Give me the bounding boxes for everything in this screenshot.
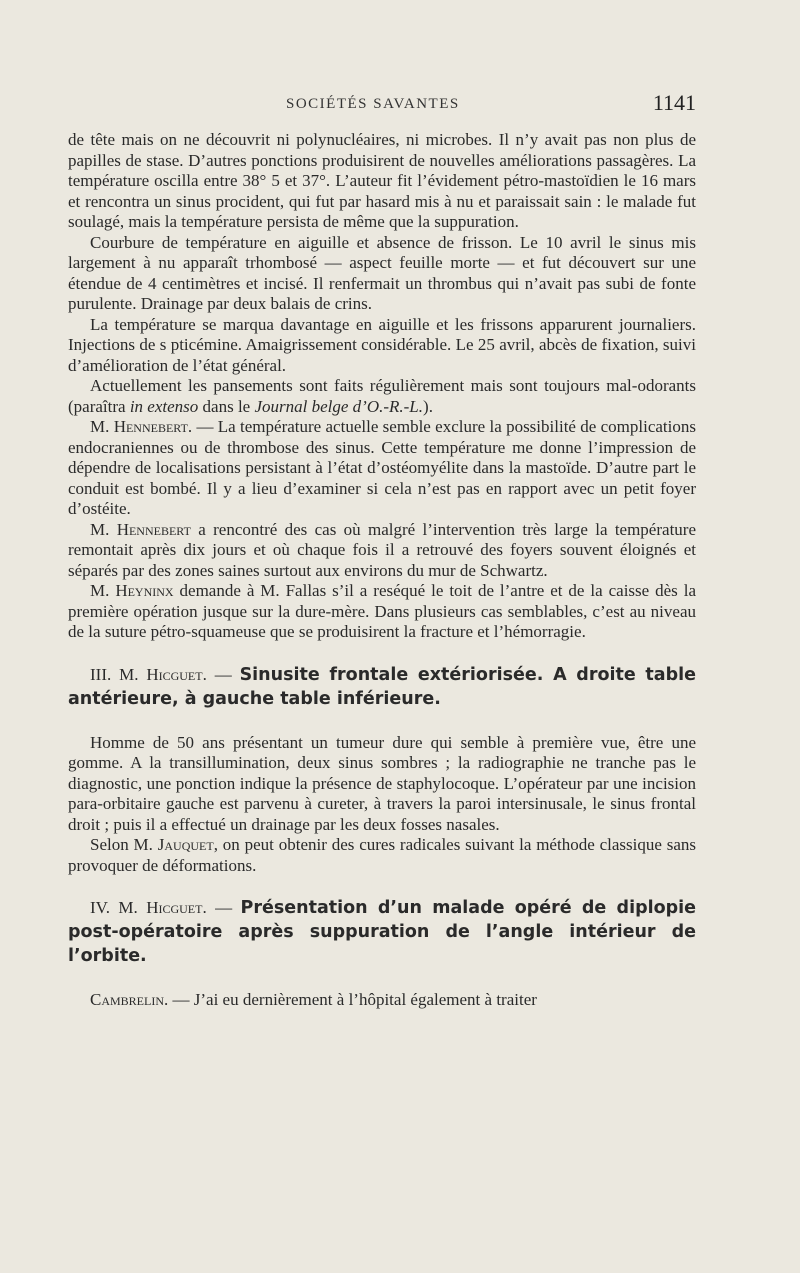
paragraph-pansements: Actuellement les pansements sont faits régulièrement mais sont toujours mal-odorants (paraîtra in extenso dans le Journal belge d’O.-R.-L.). [68,376,696,416]
paragraph-jauquet: Selon M. Jauquet, on peut obtenir des cures radicales suivant la méthode classique sans provoquer de déformations. [68,835,697,875]
paragraph-cambrelin: Cambrelin. — J’ai eu dernièrement à l’hôpital également à traiter [90,990,537,1009]
section-title: Présentation d’un malade opéré de diplopie post-opératoire après suppuration de l’angle intérieur de l’orbite. [68,898,697,966]
paragraph-heyninx: M. Heyninx demande à M. Fallas s’il a reséqué le toit de l’antre et de la caisse dès la première opération jusque sur la dure-mère. Dans plusieurs cas semblables, c’est au niveau de la suture pétro-squameuse que se produisirent la fracture et l’hémorragie. [68,581,696,641]
paragraph-temperature-curve: Courbure de température en aiguille et absence de frisson. Le 10 avril le sinus mis largement à nu apparaît trhombosé — aspect feuille morte — et fut découvert sur une étendue de 4 centimètres et incisé. Il renfermait un thrombus qui n’avait pas subi de fonte purulente. Drainage par deux balais de crins. [68,232,696,313]
speaker-name: Hennebert [116,519,191,539]
paragraph-hennebert-comment: M. Hennebert. — La température actuelle semble exclure la possibilité de complications endocraniennes ou de thrombose des sinus. Cette température me donne l’impression de dépendre de localisations persistant à l’état d’ostéomyélite dans la mastoïde. D’autre part le conduit est bombé. Il y a lieu d’examiner si cela n’est pas en rapport avec un petit foyer d’ostéite. [68,417,696,518]
page-number: 1141 [652,90,696,115]
italic-in-extenso: in extenso [129,396,199,416]
section-heading-iv: IV. M. Hicguet. — Présentation d’un malade opéré de diplopie post-opératoire après suppuration de l’angle intérieur de l’orbite. [68,898,697,966]
speaker-name: Heyninx [115,581,174,600]
paragraph-frissons: La température se marqua davantage en aiguille et les frissons apparurent journaliers. Injections de s pticémine. Amaigrissement considérable. Le 25 avril, abcès de fixation, suivi d’amélioration de l’état général. [68,314,696,375]
spacer [68,968,696,990]
speaker-name: Hennebert [113,417,188,436]
running-head: SOCIÉTÉS SAVANTES [286,96,460,112]
paragraph-homme-50-ans: Homme de 50 ans présentant un tumeur dure qui semble à première vue, être une gomme. A la transillumination, deux sinus sombres ; la radiographie ne tranche pas le diagnostic, une ponction indique la présence de staphylocoque. L’opérateur par une incision para-orbitaire gauche est parvenu à cureter, à travers la paroi intersinusale, le sinus frontal droit ; puis il a effectué un drainage par les deux fosses nasales. [68,732,696,834]
section-author: Hicguet [146,664,203,684]
paragraph-case-history: de tête mais on ne découvrit ni polynucléaires, ni microbes. Il n’y avait pas non plus de papilles de stase. D’autres ponctions produisirent de nouvelles améliorations passagères. La température oscilla entre 38° 5 et 37°. L’auteur fit l’évidement pétro-mastoïdien le 16 mars et rencontra un sinus procident, qui fut par hasard mis à nu et paraissait sain : le malade fut soulagé, mais la température persista de même que la suppuration. [68,130,696,231]
speaker-name: Cambrelin [90,990,165,1009]
journal-title: Journal belge d’O.-R.-L. [254,396,424,416]
page-body [68,130,696,1011]
section-title: Sinusite frontale extériorisée. A droite table antérieure, à gauche table inférieure. [68,664,696,709]
speaker-name: Jauquet [157,835,214,854]
paragraph-hennebert-cases: M. Hennebert a rencontré des cas où malgré l’intervention très large la température remontait après dix jours et où chaque fois il a retrouvé des foyers souvent éloignés et séparés par des zones saines surtout aux environs du mur de Schwartz. [68,519,696,580]
section-author: Hicguet [146,898,203,917]
section-heading-iii: III. M. Hicguet. — Sinusite frontale extériorisée. A droite table antérieure, à gauche table inférieure. [68,664,696,709]
spacer [68,711,696,733]
page-header [68,90,696,120]
